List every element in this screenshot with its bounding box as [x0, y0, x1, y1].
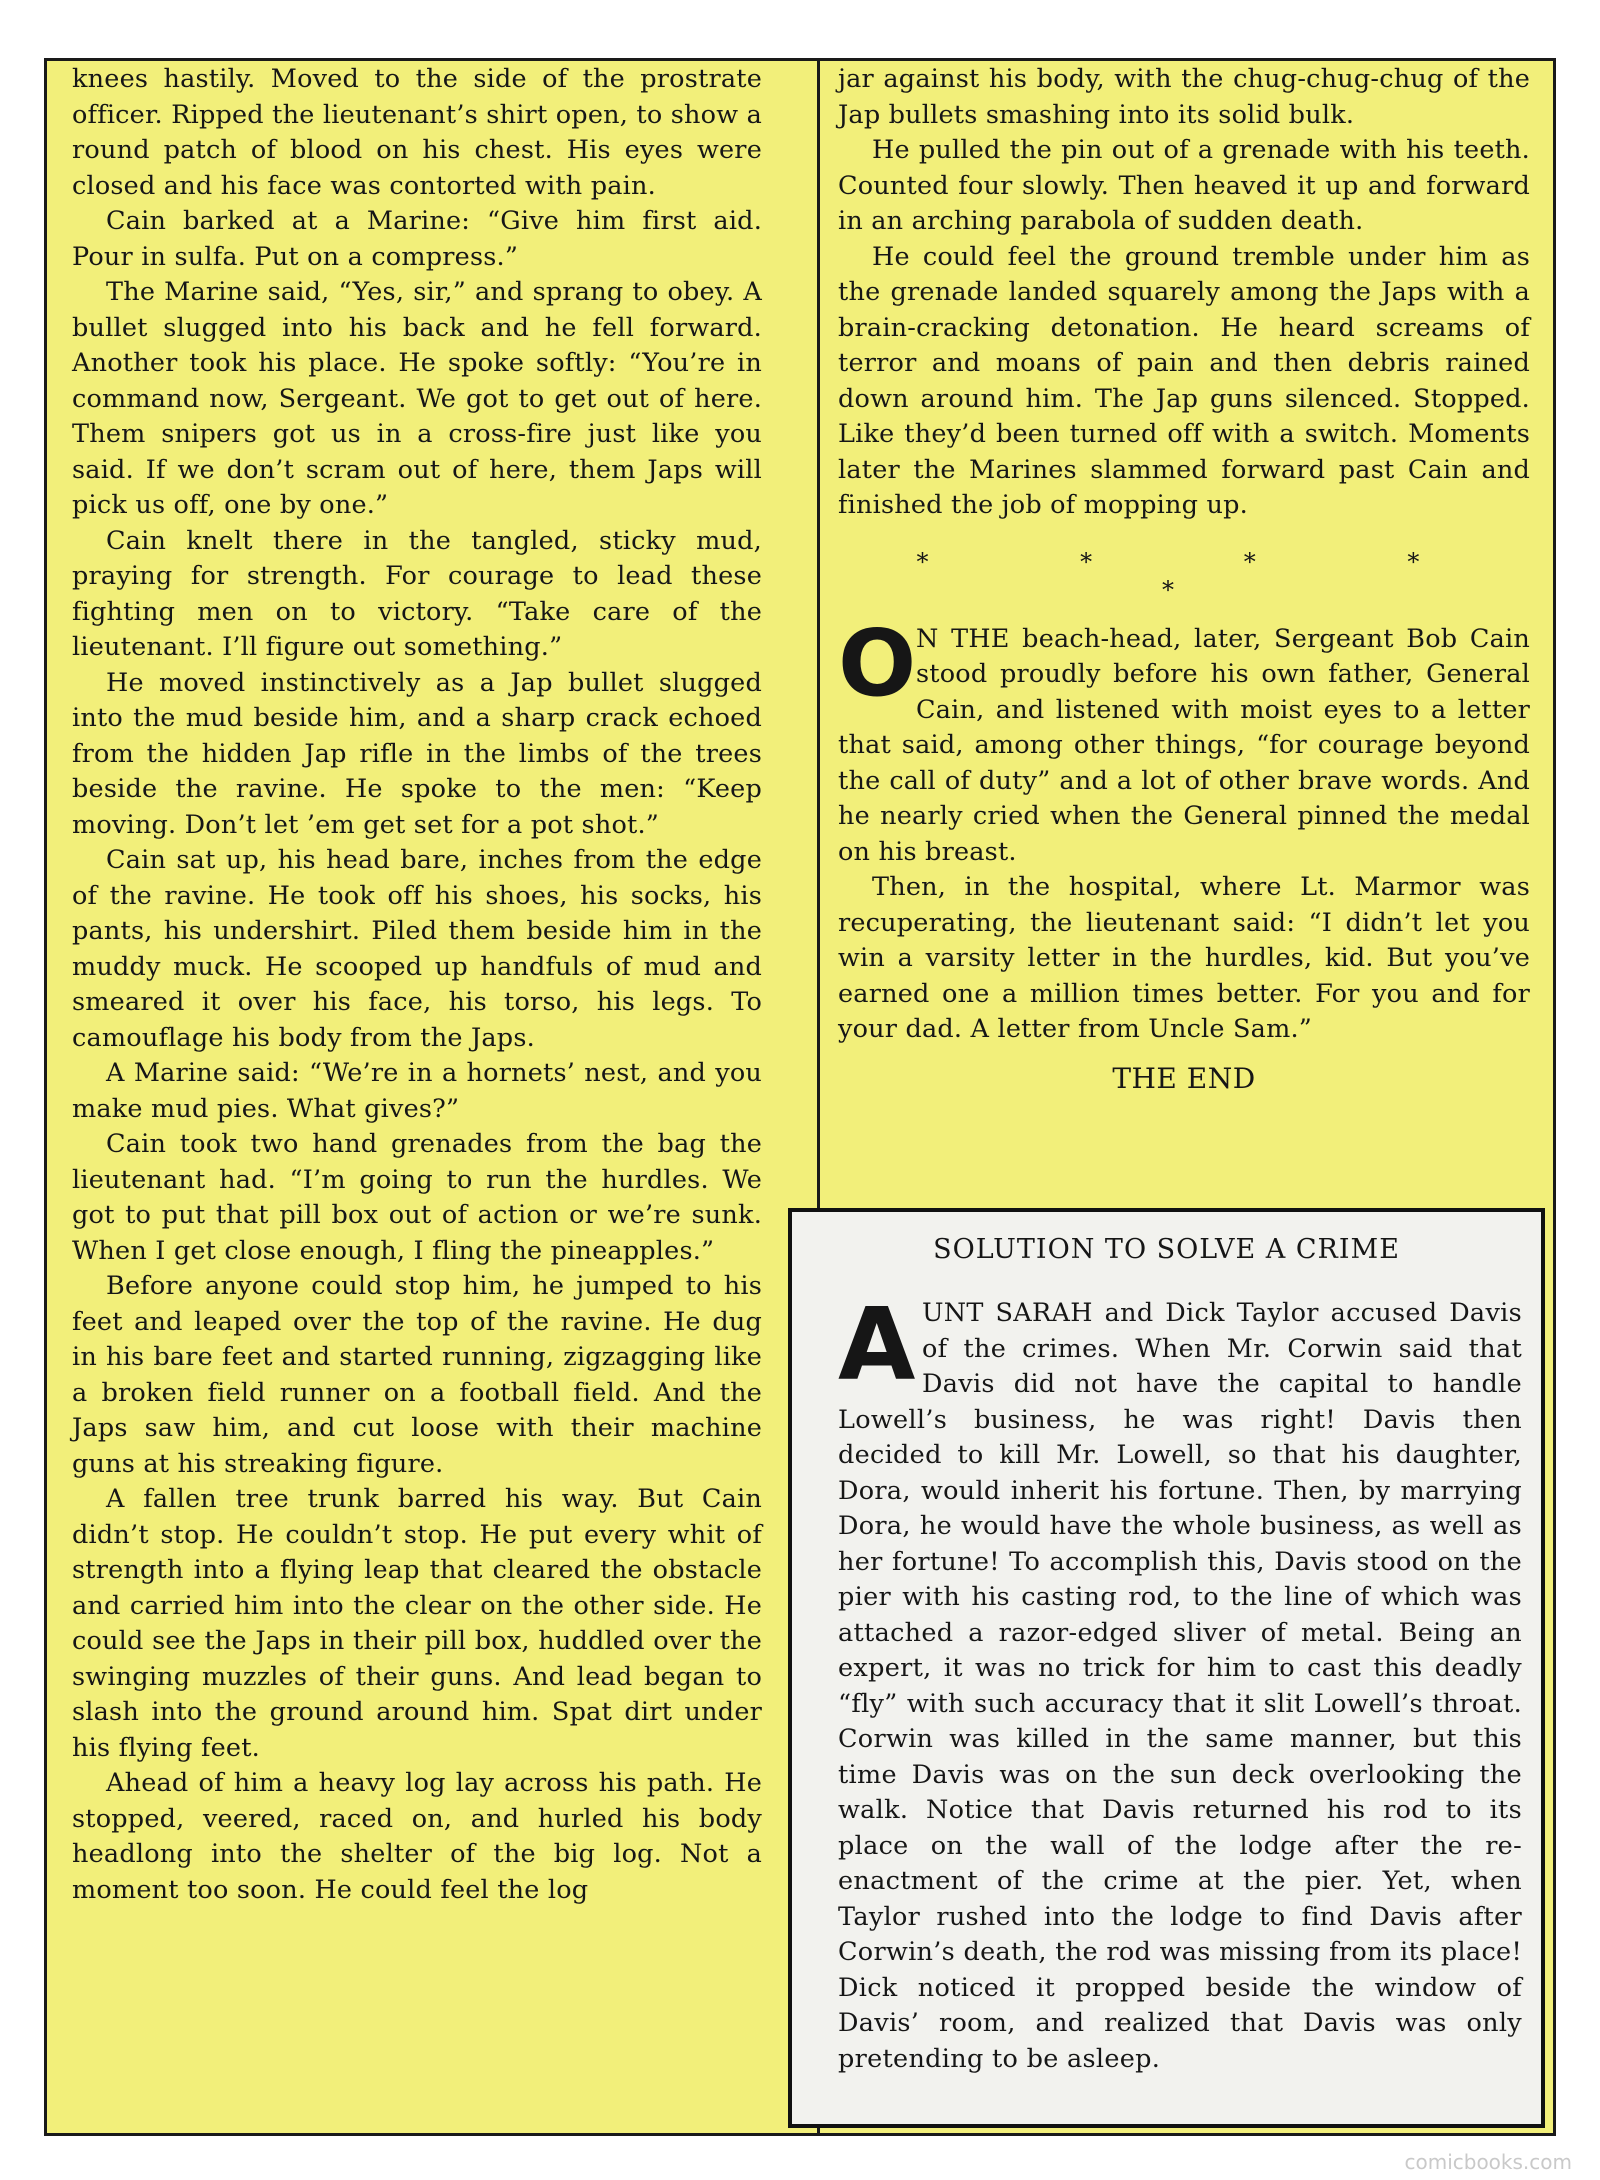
paragraph: He could feel the ground tremble under him as the grenade landed squarely among the Japs with a brain-cracking detonation. He heard screams of terror and moans of pain and then debris rained down around him. The Jap guns silenced. Stopped. Like they’d been turned off with a switch. Moments later the Marines slammed forward past Cain and finished the job of mopping up.	[838, 241, 1530, 520]
paragraph: He pulled the pin out of a grenade with his teeth. Counted four slowly. Then heaved it up and forward in an arching parabola of sudden death.	[838, 135, 1530, 236]
paragraph: Cain sat up, his head bare, inches from the edge of the ravine. He took off his shoes, his socks, his pants, his undershirt. Piled them beside him in the muddy muck. He scooped up handfuls of mud and smeared it over his face, his torso, his legs. To camouflage his body from the Japs.	[72, 845, 762, 1053]
dropcap-letter: A	[838, 1286, 916, 1403]
dropcap-letter: O	[838, 609, 917, 717]
paragraph: A fallen tree trunk barred his way. But Cain didn’t stop. He couldn’t stop. He put every whit of strength into a flying leap that cleared the obstacle and carried him into the clear on the other side. He could see the Japs in their pill box, huddled over the swinging muzzles of their guns. And lead began to slash into the ground around him. Spat dirt under his flying feet.	[72, 1484, 762, 1763]
ending-paragraph-2: Then, in the hospital, where Lt. Marmor was recuperating, the lieutenant said: “I didn’t let you win a varsity letter in the hurdles, kid. But you’ve earned one a million times better. For you and for your dad. A letter from Uncle Sam.”	[838, 872, 1530, 1044]
site-watermark: comicbooks.com	[1404, 2150, 1572, 2174]
ending-paragraph	[838, 609, 1530, 871]
paragraph: Cain took two hand grenades from the bag the lieutenant had. “I’m going to run the hurdles. We got to put that pill box out of action or we’re sunk. When I get close enough, I fling the pineapples.”	[72, 1129, 762, 1266]
paragraph: A Marine said: “We’re in a hornets’ nest, and you make mud pies. What gives?”	[72, 1058, 762, 1124]
solution-title: SOLUTION TO SOLVE A CRIME	[933, 1234, 1400, 1265]
solution-body	[838, 1286, 1522, 2077]
solution-text: UNT SARAH and Dick Taylor accused Davis of the crimes. When Mr. Corwin said that Davis did not have the capital to handle Lowell’s business, he was right! Davis then decided to kill Mr. Lowell, so that his daughter, Dora, would inherit his fortune. Then, by marrying Dora, he would have the whole business, as well as her fortune! To accomplish this, Davis stood on the pier with his casting rod, to the line of which was attached a razor-edged sliver of metal. Being an expert, it was no trick for him to cast this deadly “fly” with such accuracy that it slit Lowell’s throat. Corwin was killed in the same manner, but this time Davis was on the sun deck overlooking the walk. Notice that Davis returned his rod to its place on the wall of the lodge after the re-enactment of the crime at the pier. Yet, when Taylor rushed into the lodge to find Davis after Corwin’s death, the rod was missing from its place! Dick noticed it propped beside the window of Davis’ room, and realized that Davis was only pretending to be asleep.	[838, 1298, 1522, 2074]
paragraph: Cain knelt there in the tangled, sticky mud, praying for strength. For courage to lead these fighting men on to victory. “Take care of the lieutenant. I’ll figure out something.”	[72, 525, 762, 662]
ending-text: N THE beach-head, later, Sergeant Bob Cain stood proudly before his own father, General Cain, and listened with moist eyes to a letter that said, among other things, “for courage beyond the call of duty” and a lot of other brave words. And he nearly cried when the General pinned the medal on his breast.	[838, 623, 1530, 867]
the-end-label: THE END	[1112, 1061, 1256, 1095]
solution-paragraph	[838, 1286, 1522, 2077]
right-column	[838, 62, 1530, 1095]
paragraph: Cain barked at a Marine: “Give him first aid. Pour in sulfa. Put on a compress.”	[72, 206, 762, 272]
left-column	[72, 62, 762, 1908]
paragraph: Ahead of him a heavy log lay across his path. He stopped, veered, raced on, and hurled his body headlong into the shelter of the big log. Not a moment too soon. He could feel the log	[72, 1768, 762, 1905]
section-separator: * * * * *	[916, 547, 1492, 604]
paragraph: He moved instinctively as a Jap bullet slugged into the mud beside him, and a sharp crack echoed from the hidden Jap rifle in the limbs of the trees beside the ravine. He spoke to the men: “Keep moving. Don’t let ’em get set for a pot shot.”	[72, 667, 762, 840]
paragraph: jar against his body, with the chug-chug-chug of the Jap bullets smashing into its solid bulk.	[838, 64, 1530, 130]
paragraph: The Marine said, “Yes, sir,” and sprang to obey. A bullet slugged into his back and he fell forward. Another took his place. He spoke softly: “You’re in command now, Sergeant. We got to get out of here. Them snipers got us in a cross-fire just like you said. If we don’t scram out of here, them Japs will pick us off, one by one.”	[72, 277, 762, 520]
solution-box	[788, 1208, 1545, 2128]
paragraph: knees hastily. Moved to the side of the prostrate officer. Ripped the lieutenant’s shirt open, to show a round patch of blood on his chest. His eyes were closed and his face was contorted with pain.	[72, 64, 762, 201]
paragraph: Before anyone could stop him, he jumped to his feet and leaped over the top of the ravine. He dug in his bare feet and started running, zigzagging like a broken field runner on a football field. And the Japs saw him, and cut loose with their machine guns at his streaking figure.	[72, 1271, 762, 1479]
